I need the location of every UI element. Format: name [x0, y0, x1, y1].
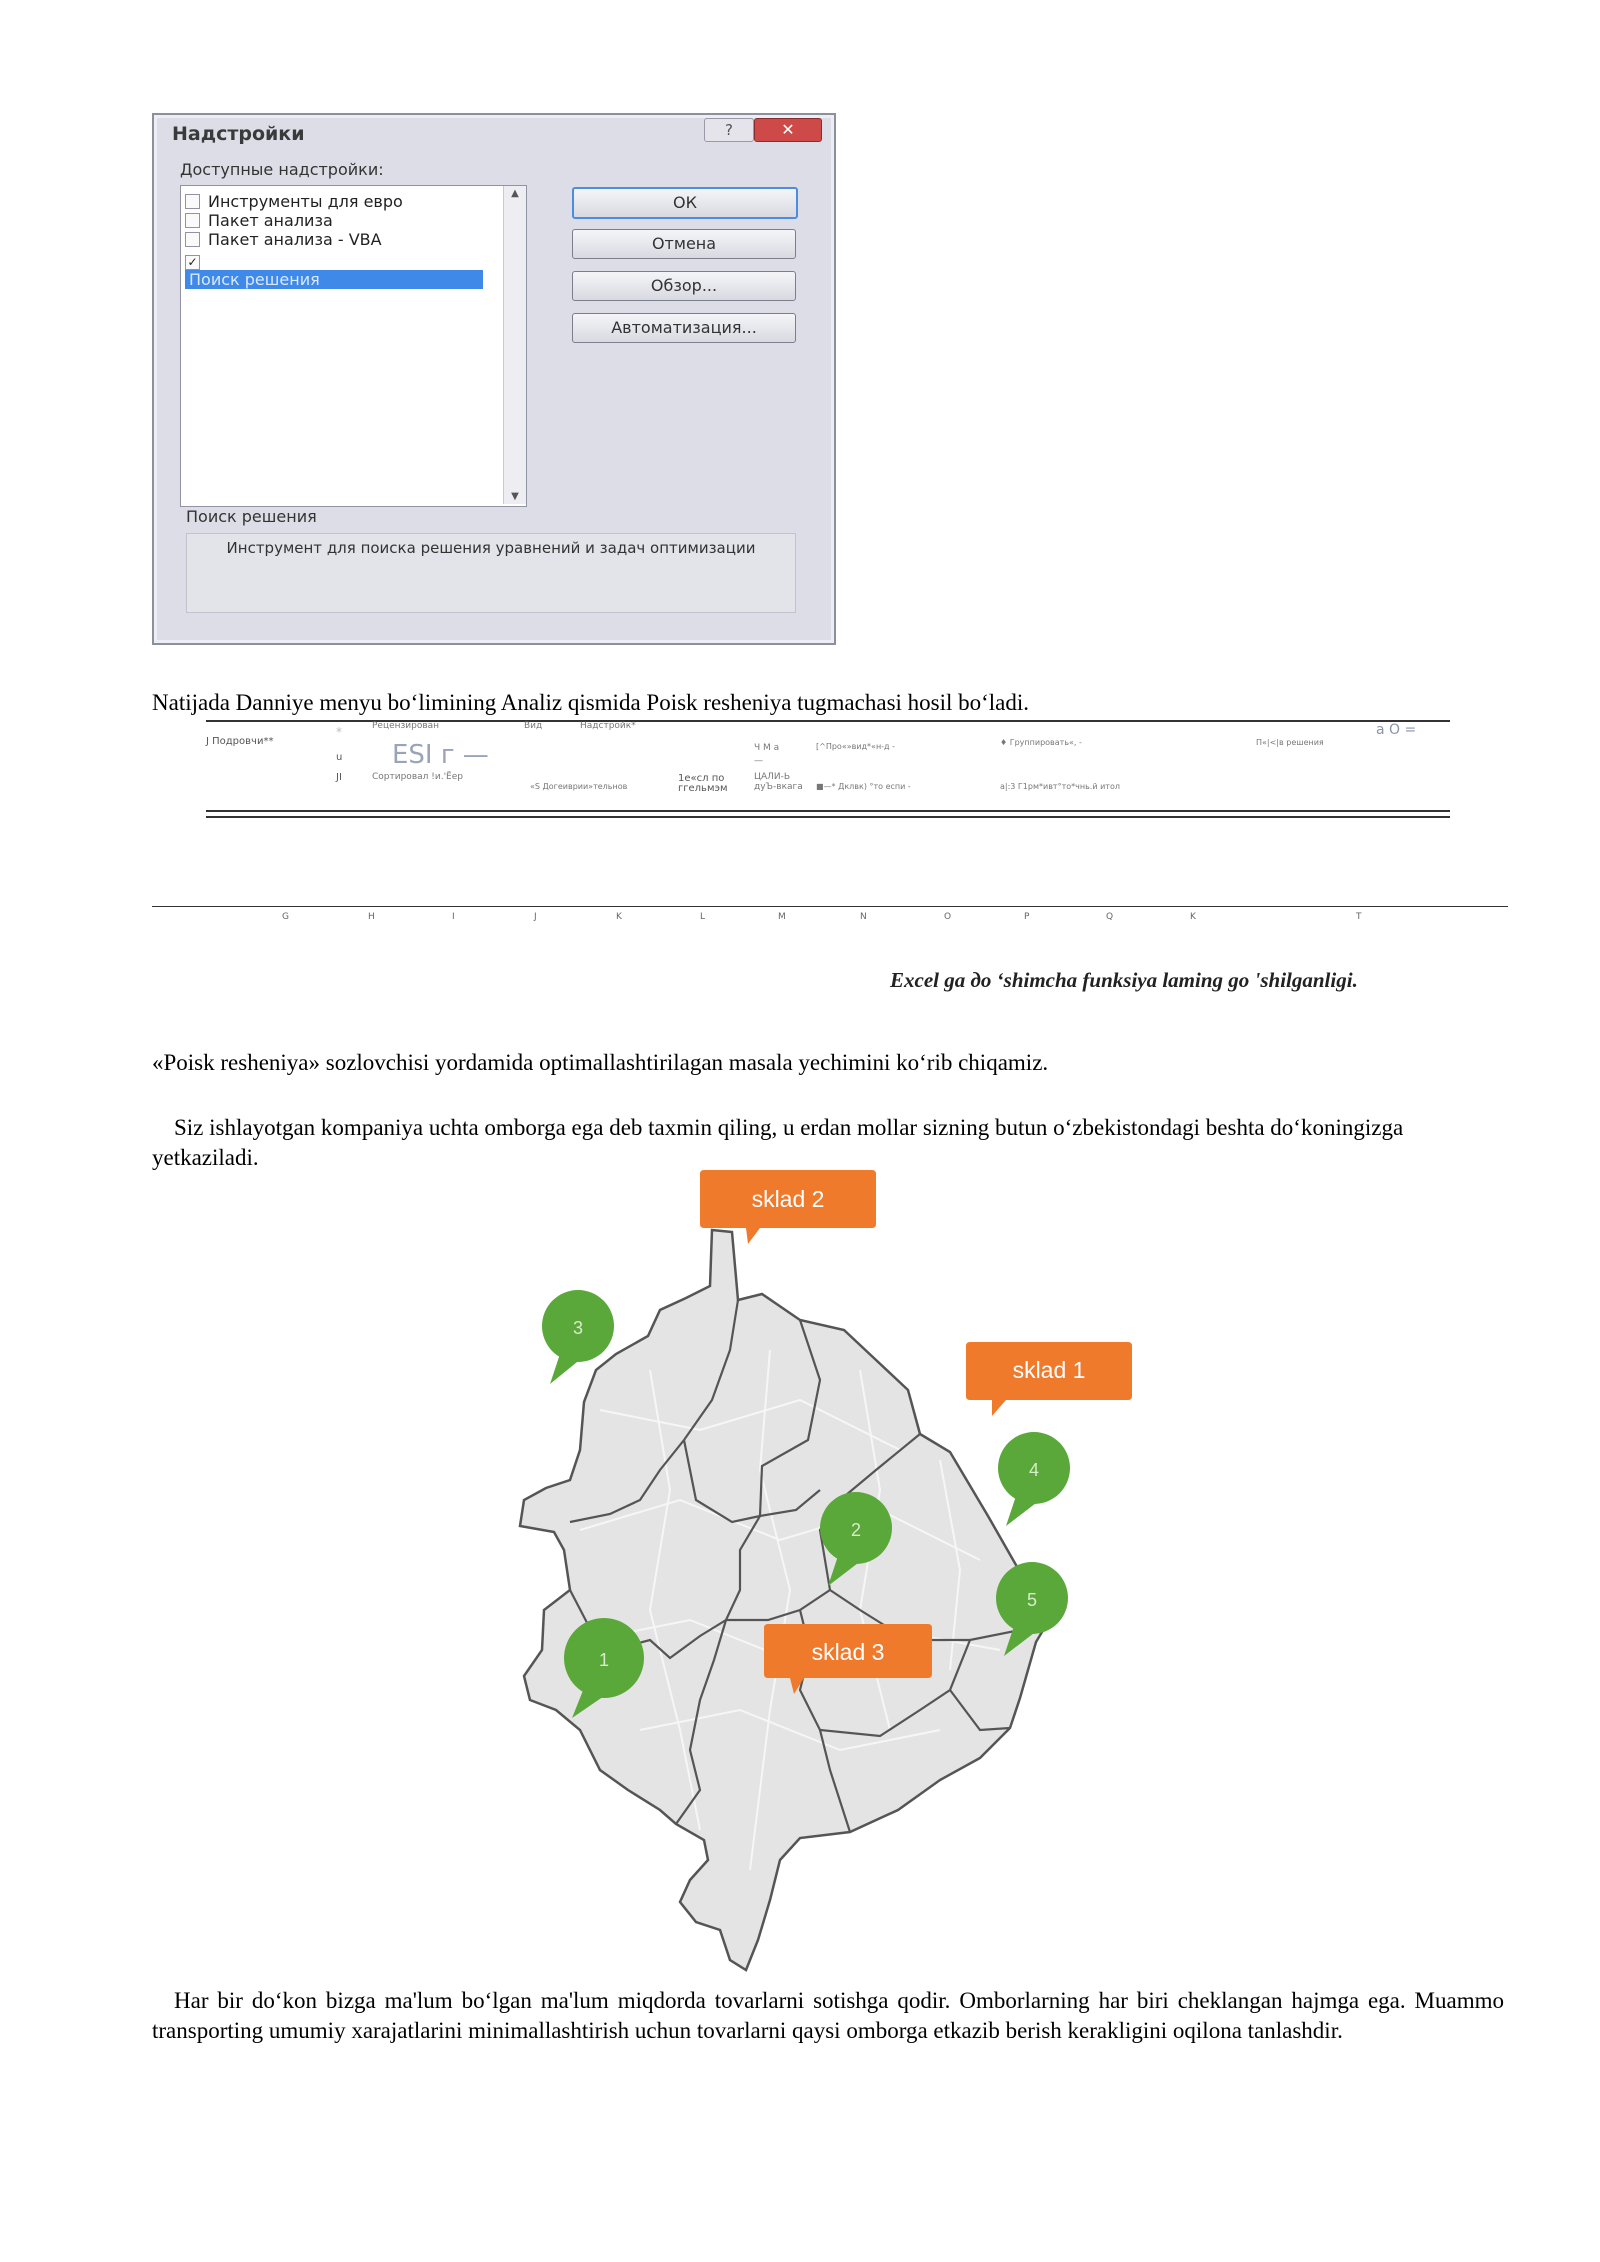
addins-dialog — [152, 113, 836, 645]
ribbon-text: 1е«сл по ггельмэм — [678, 773, 728, 794]
ribbon-tab-view[interactable]: Вид — [524, 721, 543, 731]
ribbon-tab-addins[interactable]: Надстройк* — [580, 721, 636, 731]
addin-item-euro-tools[interactable]: Инструменты для евро — [185, 192, 501, 211]
ribbon-bottom-rule — [206, 816, 1450, 818]
dialog-title: Надстройки — [172, 123, 305, 145]
paragraph-company: Siz ishlayotgan kompaniya uchta omborga ega deb taxmin qiling, u erdan mollar sizning butun o‘zbekistondagi beshta do‘koningizga yetkaziladi. — [152, 1115, 1404, 1170]
store-label: 4 — [1028, 1460, 1040, 1480]
ribbon-text: u — [336, 752, 343, 763]
addin-checkbox[interactable] — [185, 194, 200, 209]
ribbon-text: Сортировал !и.'Ёер — [372, 772, 463, 782]
close-button[interactable]: ✕ — [754, 118, 822, 142]
column-header: G — [282, 912, 289, 922]
ribbon-text: ■—* Дклвк) °то еспи - — [816, 782, 911, 791]
store-label: 3 — [572, 1318, 584, 1338]
column-header: P — [1024, 912, 1030, 922]
scroll-down-icon[interactable]: ▼ — [511, 491, 519, 502]
column-header: K — [616, 912, 622, 922]
store-pointer — [1006, 1496, 1040, 1526]
addin-item-solver[interactable]: ✓Поиск решения — [185, 249, 501, 268]
excel-ribbon-strip — [206, 722, 1450, 818]
cancel-button[interactable]: Отмена — [572, 229, 796, 259]
ribbon-text: ЦАЛИ-Ь дуЪ-вкага — [754, 772, 803, 792]
paragraph-problem: Har bir do‘kon bizga ma'lum bo‘lgan ma'lum miqdorda tovarlarni sotishga qodir. Omborlarning har biri cheklangan hajmga ega. Muammo transporting umumiy xarajatlarini minimallashtirish uchun tovarlarni qaysi omborga etkazib berish kerakligini oqilona tanlashdir. — [152, 1988, 1504, 2043]
warehouse-label: sklad 3 — [811, 1639, 885, 1665]
automation-button[interactable]: Автоматизация... — [572, 313, 796, 343]
check-icon[interactable]: ✓ — [185, 255, 200, 270]
addin-item-analysis-toolpak[interactable]: Пакет анализа — [185, 211, 501, 230]
ribbon-sort-icon[interactable]: ESI г — — [392, 740, 489, 770]
warehouse-label: sklad 1 — [1012, 1357, 1086, 1383]
column-header: N — [860, 912, 867, 922]
addins-list — [180, 185, 527, 507]
help-button[interactable]: ? — [704, 118, 754, 142]
ok-button[interactable]: ОК — [572, 187, 798, 219]
ribbon-text: J Подровчи** — [206, 736, 274, 747]
ribbon-text: ♦ Группировать«, - — [1000, 738, 1082, 747]
store-label: 1 — [598, 1650, 610, 1670]
store-label: 5 — [1026, 1590, 1038, 1610]
store-label: 2 — [850, 1520, 862, 1540]
solver-ribbon-button[interactable]: П«|<|в решения — [1256, 738, 1324, 747]
column-header: Q — [1106, 912, 1114, 922]
scroll-up-icon[interactable]: ▲ — [511, 188, 519, 199]
column-header: M — [778, 912, 786, 922]
warehouse-label: sklad 2 — [751, 1186, 825, 1212]
store-marker — [998, 1432, 1070, 1526]
figure-caption: Excel ga до ‘shimcha funksiya laming go 'shilganligi. — [890, 968, 1358, 992]
column-header: H — [368, 912, 375, 922]
column-header: O — [944, 912, 952, 922]
warehouse-marker — [966, 1342, 1132, 1416]
ribbon-text: [^Про«»вид*«н-д - — [816, 742, 896, 751]
column-header: K — [1190, 912, 1196, 922]
store-pointer — [550, 1354, 582, 1384]
addin-item-analysis-toolpak-vba[interactable]: Пакет анализа - VBA — [185, 230, 501, 249]
ribbon-text: * — [336, 725, 342, 739]
paragraph-solver-intro: «Poisk resheniya» sozlovchisi yordamida optimallashtirilagan masala yechimini ko‘rib chiqamiz. — [152, 1050, 1049, 1075]
browse-button[interactable]: Обзор... — [572, 271, 796, 301]
available-addins-label: Доступные надстройки: — [180, 160, 384, 179]
column-header: J — [534, 912, 537, 922]
city-map — [500, 1170, 1140, 1980]
ribbon-bottom-rule — [206, 810, 1450, 812]
addin-checkbox[interactable] — [185, 232, 200, 247]
column-header: I — [452, 912, 455, 922]
paragraph-result: Natijada Danniye menyu bo‘limining Analiz qismida Poisk resheniya tugmachasi hosil bo‘ladi. — [152, 690, 1030, 715]
ribbon-text: JI — [336, 772, 342, 783]
column-header: L — [700, 912, 706, 922]
addin-checkbox[interactable] — [185, 213, 200, 228]
ribbon-text: а|:3 Г1рм*ивт°то*чнь.й итол — [1000, 782, 1120, 791]
ribbon-text: Ч М а — — [754, 743, 780, 766]
description-text: Инструмент для поиска решения уравнений и задач оптимизации — [186, 533, 796, 613]
ribbon-text: «S Догеиврии»тельнов — [530, 782, 628, 791]
ribbon-tab-review[interactable]: Рецензирован — [372, 721, 440, 731]
list-scrollbar[interactable] — [503, 186, 526, 504]
column-header: T — [1356, 912, 1362, 922]
ribbon-window-controls[interactable]: а О = — [1376, 722, 1417, 738]
description-title: Поиск решения — [186, 507, 317, 526]
column-header-rule — [152, 906, 1508, 907]
